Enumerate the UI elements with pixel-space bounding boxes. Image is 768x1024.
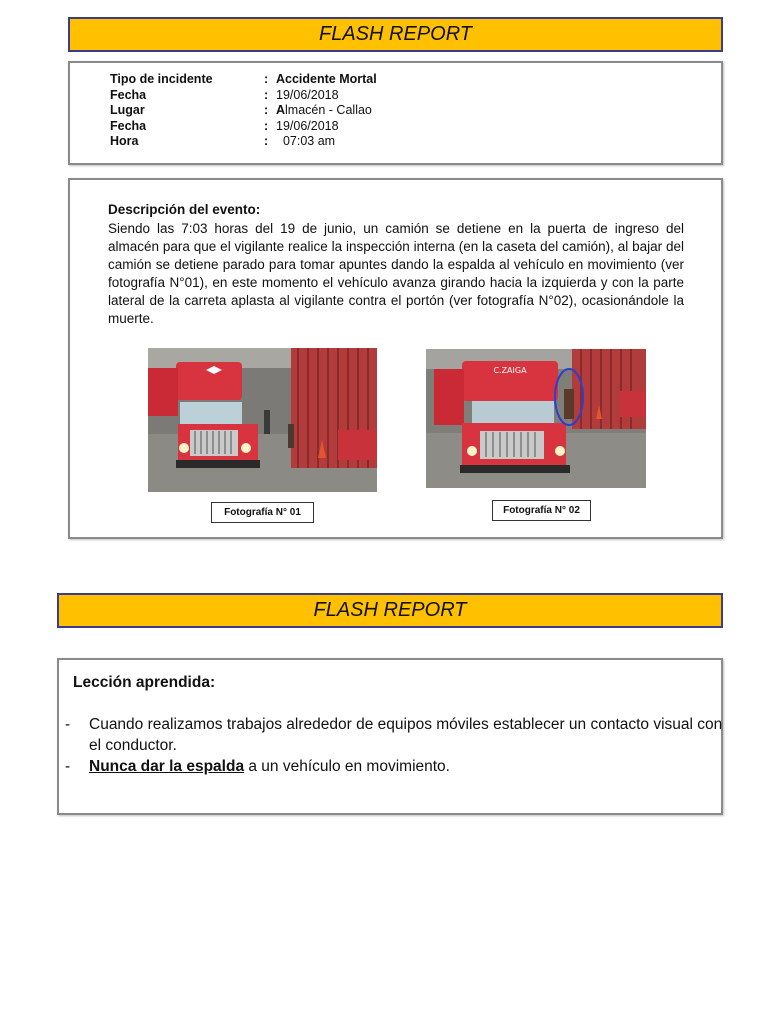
lesson-item-text: a un vehículo en movimiento. xyxy=(244,758,450,775)
incident-label: Tipo de incidente xyxy=(110,72,213,86)
incident-label: Lugar xyxy=(110,103,145,117)
incident-row xyxy=(110,134,377,150)
incident-value: : 19/06/2018 xyxy=(264,87,339,102)
photo-caption-1: Fotografía N° 01 xyxy=(211,502,314,523)
incident-label: Hora xyxy=(110,134,139,148)
flash-report-banner-top xyxy=(68,17,723,52)
incident-details-table xyxy=(110,72,377,150)
incident-photo-1 xyxy=(148,348,377,492)
incident-row xyxy=(110,103,377,119)
incident-details-box xyxy=(68,61,723,165)
lesson-item xyxy=(59,714,723,756)
lesson-learned-box xyxy=(57,658,723,815)
lesson-item-emphasis: Nunca dar la espalda xyxy=(89,758,245,775)
lesson-item xyxy=(59,756,723,777)
truck-photo-graphic xyxy=(426,349,646,488)
truck-photo-graphic xyxy=(148,348,377,492)
event-description-title: Descripción del evento: xyxy=(108,202,261,217)
incident-row xyxy=(110,72,377,88)
flash-report-banner-bottom xyxy=(57,593,723,628)
incident-value: : 07:03 am xyxy=(264,134,336,148)
incident-value: : Almacén - Callao xyxy=(264,103,372,117)
incident-row xyxy=(110,119,377,135)
bullet-dash: - xyxy=(65,758,71,775)
lesson-item-text: Cuando realizamos trabajos alrededor de equipos móviles establecer un contacto visual con el conductor. xyxy=(89,716,723,754)
incident-row xyxy=(110,88,377,104)
lesson-title: Lección aprendida: xyxy=(73,674,216,691)
bullet-dash: - xyxy=(65,716,71,733)
incident-photo-2 xyxy=(426,349,646,488)
truck-cab-text: C.ZAIGA xyxy=(493,366,527,375)
photo-caption-2: Fotografía N° 02 xyxy=(492,500,591,521)
incident-value: : 19/06/2018 xyxy=(264,118,339,133)
banner-title: FLASH REPORT xyxy=(319,23,472,45)
event-description-text: Siendo las 7:03 horas del 19 de junio, un camión se detiene en la puerta de ingreso del almacén para que el vigilante realice la inspección interna (en la caseta del camión), al bajar del camión se detiene parado para tomar apuntes dando la espalda al vehículo en movimiento (ver fotografía N°01), en este momento el vehículo avanza girando hacia la izquierda y con la parte lateral de la carreta aplasta al vigilante contra el portón (ver fotografía N°02), ocasionándole la muerte. xyxy=(108,221,684,326)
banner-title: FLASH REPORT xyxy=(313,599,467,621)
incident-label: Fecha xyxy=(110,87,147,102)
incident-label: Fecha xyxy=(110,118,147,133)
event-description-box xyxy=(68,178,723,539)
lesson-list xyxy=(59,714,723,777)
incident-value: : Accidente Mortal xyxy=(264,72,377,86)
